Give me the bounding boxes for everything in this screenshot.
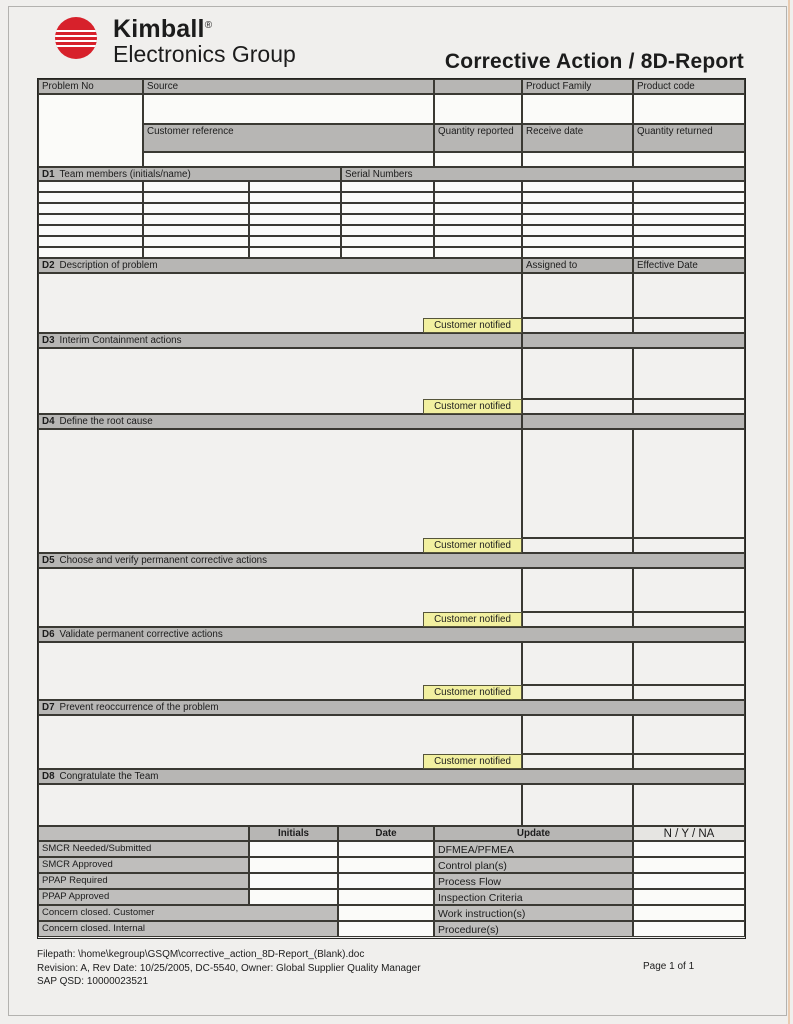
d6-assigned-field[interactable] bbox=[522, 642, 633, 685]
page-number: Page 1 of 1 bbox=[643, 961, 695, 972]
d2-title: Description of problem bbox=[59, 260, 158, 271]
d5-section-header bbox=[38, 553, 745, 568]
receive-date-field[interactable] bbox=[522, 152, 633, 167]
grid-cell[interactable] bbox=[38, 247, 143, 258]
grid-cell[interactable] bbox=[633, 192, 745, 203]
d7-assigned-field[interactable] bbox=[522, 715, 633, 754]
customer-reference-field[interactable] bbox=[143, 152, 434, 167]
d4-header-spacer bbox=[522, 414, 745, 429]
product-code-field[interactable] bbox=[633, 94, 745, 124]
grid-cell[interactable] bbox=[633, 181, 745, 192]
checklist-date-field[interactable] bbox=[338, 841, 434, 857]
receive-date-header: Receive date bbox=[522, 124, 633, 152]
kimball-logo-icon bbox=[55, 17, 97, 59]
scan-edge bbox=[788, 0, 790, 1024]
grid-cell[interactable] bbox=[522, 247, 633, 258]
grid-cell[interactable] bbox=[143, 203, 249, 214]
checklist-date-field[interactable] bbox=[338, 857, 434, 873]
d4-notified-field2[interactable] bbox=[633, 538, 745, 553]
checklist-corner-cell bbox=[38, 826, 249, 841]
brand-name-text: Kimball bbox=[113, 15, 205, 43]
d2-assigned-field[interactable] bbox=[522, 273, 633, 318]
checklist-nyna-field[interactable] bbox=[633, 905, 745, 921]
checklist-nyna-field[interactable] bbox=[633, 889, 745, 905]
brand-name bbox=[113, 15, 212, 44]
product-family-field[interactable] bbox=[522, 94, 633, 124]
nyna-header: N / Y / NA bbox=[633, 826, 745, 841]
checklist-update-label: Procedure(s) bbox=[434, 921, 633, 937]
d5-customer-notified-label: Customer notified bbox=[423, 612, 522, 627]
d2-effective-field[interactable] bbox=[633, 273, 745, 318]
grid-cell[interactable] bbox=[143, 214, 249, 225]
grid-cell[interactable] bbox=[143, 225, 249, 236]
grid-cell[interactable] bbox=[143, 192, 249, 203]
product-code-header: Product code bbox=[633, 79, 745, 94]
d7-notified-field2[interactable] bbox=[633, 754, 745, 769]
d8-effective-field[interactable] bbox=[633, 784, 745, 826]
d5-notified-field2[interactable] bbox=[633, 612, 745, 627]
grid-cell[interactable] bbox=[249, 181, 341, 192]
d3-customer-notified-label: Customer notified bbox=[423, 399, 522, 414]
form-sheet bbox=[37, 78, 746, 939]
grid-cell[interactable] bbox=[434, 214, 522, 225]
d3-id: D3 bbox=[42, 335, 55, 346]
d2-customer-notified-label: Customer notified bbox=[423, 318, 522, 333]
grid-cell[interactable] bbox=[633, 236, 745, 247]
effective-date-header: Effective Date bbox=[633, 258, 745, 273]
d6-customer-notified-label: Customer notified bbox=[423, 685, 522, 700]
checklist-update-label: Control plan(s) bbox=[434, 857, 633, 873]
checklist-date-field[interactable] bbox=[338, 921, 434, 937]
checklist-initials-field[interactable] bbox=[249, 889, 338, 905]
serial-numbers-header: Serial Numbers bbox=[341, 167, 745, 181]
update-header: Update bbox=[434, 826, 633, 841]
grid-cell[interactable] bbox=[434, 203, 522, 214]
page-title: Corrective Action / 8D-Report bbox=[444, 50, 744, 73]
customer-reference-header: Customer reference bbox=[143, 124, 434, 152]
grid-cell[interactable] bbox=[38, 236, 143, 247]
checklist-date-field[interactable] bbox=[338, 889, 434, 905]
d2-notified-date-field[interactable] bbox=[522, 318, 633, 333]
checklist-label: SMCR Approved bbox=[38, 857, 249, 873]
checklist-initials-field[interactable] bbox=[249, 873, 338, 889]
d8-field[interactable] bbox=[38, 784, 522, 826]
top-spacer-field[interactable] bbox=[434, 94, 522, 124]
checklist-nyna-field[interactable] bbox=[633, 921, 745, 937]
checklist-nyna-field[interactable] bbox=[633, 841, 745, 857]
d5-id: D5 bbox=[42, 555, 55, 566]
grid-cell[interactable] bbox=[522, 203, 633, 214]
checklist-date-field[interactable] bbox=[338, 905, 434, 921]
d3-header-spacer bbox=[522, 333, 745, 348]
checklist-label: SMCR Needed/Submitted bbox=[38, 841, 249, 857]
date-header: Date bbox=[338, 826, 434, 841]
d5-assigned-field[interactable] bbox=[522, 568, 633, 612]
d1-grid bbox=[38, 181, 745, 258]
d4-notified-date-field[interactable] bbox=[522, 538, 633, 553]
footer-filepath: Filepath: \home\kegroup\GSQM\corrective_action_8D-Report_(Blank).doc bbox=[37, 949, 365, 960]
checklist-update-label: DFMEA/PFMEA bbox=[434, 841, 633, 857]
checklist-label: Concern closed. Internal bbox=[38, 921, 338, 937]
quantity-reported-field[interactable] bbox=[434, 152, 522, 167]
footer-revision: Revision: A, Rev Date: 10/25/2005, DC-5540, Owner: Global Supplier Quality Manager bbox=[37, 962, 421, 974]
d4-section-header bbox=[38, 414, 522, 429]
d7-section-header bbox=[38, 700, 745, 715]
top-spacer-header bbox=[434, 79, 522, 94]
checklist-initials-field[interactable] bbox=[249, 841, 338, 857]
grid-cell[interactable] bbox=[143, 236, 249, 247]
grid-cell[interactable] bbox=[38, 181, 143, 192]
d8-title: Congratulate the Team bbox=[59, 771, 159, 782]
checklist-update-label: Inspection Criteria bbox=[434, 889, 633, 905]
d6-effective-field[interactable] bbox=[633, 642, 745, 685]
grid-cell[interactable] bbox=[341, 247, 434, 258]
grid-cell[interactable] bbox=[143, 181, 249, 192]
brand-logo bbox=[55, 15, 405, 73]
grid-cell[interactable] bbox=[522, 181, 633, 192]
grid-cell[interactable] bbox=[249, 247, 341, 258]
d6-id: D6 bbox=[42, 629, 55, 640]
grid-cell[interactable] bbox=[341, 236, 434, 247]
grid-cell[interactable] bbox=[434, 225, 522, 236]
d3-section-header bbox=[38, 333, 522, 348]
brand-subtitle: Electronics Group bbox=[113, 41, 296, 67]
product-family-header: Product Family bbox=[522, 79, 633, 94]
d3-title: Interim Containment actions bbox=[59, 335, 182, 346]
d2-section-header bbox=[38, 258, 522, 273]
grid-cell[interactable] bbox=[522, 214, 633, 225]
grid-cell[interactable] bbox=[341, 203, 434, 214]
grid-cell[interactable] bbox=[143, 247, 249, 258]
grid-cell[interactable] bbox=[434, 236, 522, 247]
grid-cell[interactable] bbox=[522, 236, 633, 247]
d5-effective-field[interactable] bbox=[633, 568, 745, 612]
grid-cell[interactable] bbox=[434, 181, 522, 192]
document-footer bbox=[37, 948, 421, 989]
d7-id: D7 bbox=[42, 702, 55, 713]
d2-notified-field2[interactable] bbox=[633, 318, 745, 333]
d8-assigned-field[interactable] bbox=[522, 784, 633, 826]
grid-cell[interactable] bbox=[38, 225, 143, 236]
grid-cell[interactable] bbox=[249, 203, 341, 214]
grid-cell[interactable] bbox=[633, 225, 745, 236]
quantity-returned-field[interactable] bbox=[633, 152, 745, 167]
checklist-update-label: Process Flow bbox=[434, 873, 633, 889]
grid-cell[interactable] bbox=[522, 225, 633, 236]
d7-customer-notified-label: Customer notified bbox=[423, 754, 522, 769]
grid-cell[interactable] bbox=[38, 203, 143, 214]
grid-cell[interactable] bbox=[522, 192, 633, 203]
grid-cell[interactable] bbox=[249, 192, 341, 203]
d4-id: D4 bbox=[42, 416, 55, 427]
d5-title: Choose and verify permanent corrective actions bbox=[59, 555, 268, 566]
d3-assigned-field[interactable] bbox=[522, 348, 633, 399]
d8-id: D8 bbox=[42, 771, 55, 782]
checklist-label: PPAP Required bbox=[38, 873, 249, 889]
grid-cell[interactable] bbox=[341, 181, 434, 192]
logo-stripes bbox=[55, 30, 97, 49]
grid-cell[interactable] bbox=[434, 192, 522, 203]
grid-cell[interactable] bbox=[38, 192, 143, 203]
d4-assigned-field[interactable] bbox=[522, 429, 633, 538]
d7-title: Prevent reoccurrence of the problem bbox=[59, 702, 219, 713]
d7-notified-date-field[interactable] bbox=[522, 754, 633, 769]
checklist-label: Concern closed. Customer bbox=[38, 905, 338, 921]
problem-no-field[interactable] bbox=[38, 94, 143, 167]
d4-title: Define the root cause bbox=[59, 416, 153, 427]
d3-notified-field2[interactable] bbox=[633, 399, 745, 414]
d4-root-cause-field[interactable] bbox=[38, 429, 522, 553]
checklist-date-field[interactable] bbox=[338, 873, 434, 889]
d6-title: Validate permanent corrective actions bbox=[59, 629, 223, 640]
d1-title: Team members (initials/name) bbox=[59, 169, 191, 180]
registered-mark: ® bbox=[204, 20, 213, 31]
grid-cell[interactable] bbox=[249, 214, 341, 225]
quantity-returned-header: Quantity returned bbox=[633, 124, 745, 152]
initials-header: Initials bbox=[249, 826, 338, 841]
source-field[interactable] bbox=[143, 94, 434, 124]
d6-notified-field2[interactable] bbox=[633, 685, 745, 700]
d3-effective-field[interactable] bbox=[633, 348, 745, 399]
d6-notified-date-field[interactable] bbox=[522, 685, 633, 700]
grid-cell[interactable] bbox=[633, 203, 745, 214]
d7-effective-field[interactable] bbox=[633, 715, 745, 754]
d3-notified-date-field[interactable] bbox=[522, 399, 633, 414]
d8-section-header bbox=[38, 769, 745, 784]
grid-cell[interactable] bbox=[341, 225, 434, 236]
d6-section-header bbox=[38, 627, 745, 642]
source-header: Source bbox=[143, 79, 434, 94]
checklist-initials-field[interactable] bbox=[249, 857, 338, 873]
grid-cell[interactable] bbox=[249, 225, 341, 236]
footer-sap: SAP QSD: 10000023521 bbox=[37, 976, 149, 987]
d5-notified-date-field[interactable] bbox=[522, 612, 633, 627]
problem-no-header: Problem No bbox=[38, 79, 143, 94]
quantity-reported-header: Quantity reported bbox=[434, 124, 522, 152]
assigned-to-header: Assigned to bbox=[522, 258, 633, 273]
grid-cell[interactable] bbox=[38, 214, 143, 225]
d4-effective-field[interactable] bbox=[633, 429, 745, 538]
grid-cell[interactable] bbox=[633, 214, 745, 225]
checklist-label: PPAP Approved bbox=[38, 889, 249, 905]
grid-cell[interactable] bbox=[633, 247, 745, 258]
d1-section-header bbox=[38, 167, 341, 181]
grid-cell[interactable] bbox=[249, 236, 341, 247]
grid-cell[interactable] bbox=[341, 214, 434, 225]
checklist-nyna-field[interactable] bbox=[633, 873, 745, 889]
grid-cell[interactable] bbox=[434, 247, 522, 258]
checklist-nyna-field[interactable] bbox=[633, 857, 745, 873]
checklist-update-label: Work instruction(s) bbox=[434, 905, 633, 921]
d4-customer-notified-label: Customer notified bbox=[423, 538, 522, 553]
d2-id: D2 bbox=[42, 260, 55, 271]
grid-cell[interactable] bbox=[341, 192, 434, 203]
d1-id: D1 bbox=[42, 169, 55, 180]
